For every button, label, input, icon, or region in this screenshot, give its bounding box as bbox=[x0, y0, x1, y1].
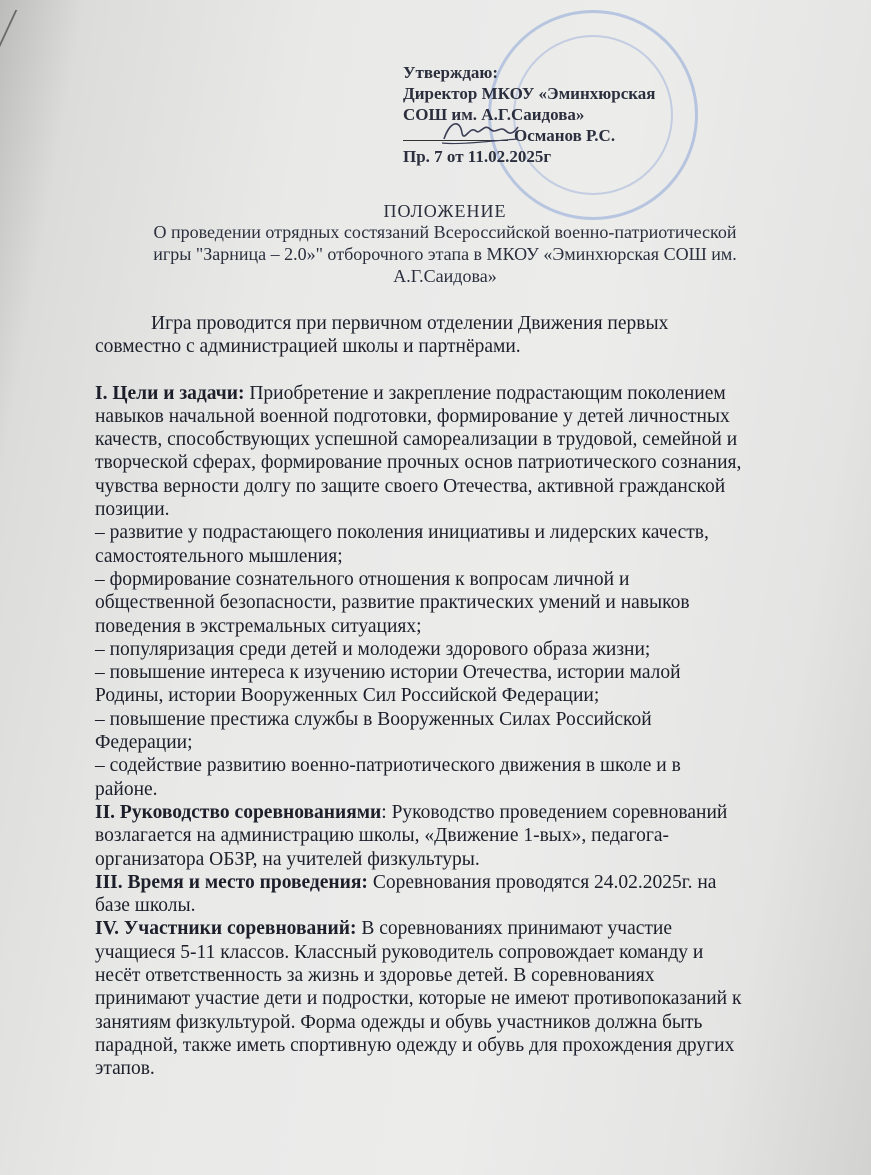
section-1-line: поведения в экстремальных ситуациях; bbox=[95, 615, 422, 637]
section-1-heading: I. Цели и задачи: bbox=[95, 382, 245, 404]
handwritten-signature bbox=[440, 115, 520, 149]
section-1-line: – повышение престижа службы в Вооруженных Силах Российской bbox=[95, 708, 652, 730]
section-1-line: Родины, истории Вооруженных Сил Российской Федерации; bbox=[95, 685, 600, 707]
subtitle-line-3: А.Г.Саидова» bbox=[393, 266, 497, 286]
section-1-line: Федерации; bbox=[95, 732, 193, 754]
approval-order: Пр. 7 от 11.02.2025г bbox=[403, 147, 552, 166]
section-3-first-line bbox=[95, 871, 855, 894]
section-1-line: самостоятельного мышления; bbox=[95, 545, 343, 567]
subtitle-line-1: О проведении отрядных состязаний Всероссийской военно-патриотической bbox=[153, 222, 737, 242]
approval-line-3: СОШ им. А.Г.Саидова» bbox=[403, 105, 585, 124]
approval-line-2: Директор МКОУ «Эминхюрская bbox=[403, 84, 656, 103]
section-2-line: возлагается на администрацию школы, «Движение 1-вых», педагога- bbox=[95, 825, 669, 847]
section-2-heading: II. Руководство соревнованиями bbox=[95, 801, 382, 823]
approval-line-1: Утверждаю: bbox=[403, 63, 499, 82]
section-1-line: – формирование сознательного отношения к вопросам личной и bbox=[95, 568, 630, 590]
section-1-first-line bbox=[95, 382, 855, 405]
document-body bbox=[95, 312, 855, 1081]
section-3-heading: III. Время и место проведения: bbox=[95, 871, 368, 893]
section-4-first-line bbox=[95, 917, 855, 940]
section-1-line: чувства верности долгу по защите своего Отечества, активной гражданской bbox=[95, 475, 726, 497]
section-1-line: – повышение интереса к изучению истории Отечества, истории малой bbox=[95, 662, 681, 684]
section-1-line: навыков начальной военной подготовки, формирование у детей личностных bbox=[95, 405, 730, 427]
pen-mark bbox=[0, 10, 31, 50]
approval-signer: Османов Р.С. bbox=[514, 126, 616, 145]
section-1-line: районе. bbox=[95, 778, 158, 800]
intro-line: Игра проводится при первичном отделении Движения первых bbox=[151, 313, 669, 334]
section-4-line: учащиеся 5-11 классов. Классный руководитель сопровождает команду и bbox=[95, 941, 704, 963]
document-subtitle bbox=[60, 221, 830, 287]
section-1-line: позиции. bbox=[95, 499, 170, 521]
section-4-line: парадной, также иметь спортивную одежду и обувь для прохождения других bbox=[95, 1034, 735, 1056]
section-3-text: Соревнования проводятся 24.02.2025г. на bbox=[367, 871, 717, 893]
section-1-text: Приобретение и закрепление подрастающим поколением bbox=[244, 382, 726, 404]
section-4-line: несёт ответственность за жизнь и здоровье детей. В соревнованиях bbox=[95, 965, 655, 987]
section-1-line: – содействие развитию военно-патриотического движения в школе и в bbox=[95, 755, 681, 777]
section-1-line: – развитие у подрастающего поколения инициативы и лидерских качеств, bbox=[95, 522, 709, 544]
section-4-line: принимают участие дети и подростки, которые не имеют противопоказаний к bbox=[95, 988, 742, 1010]
section-1-line: творческой сферах, формирование прочных основ патриотического сознания, bbox=[95, 452, 742, 474]
section-2-first-line bbox=[95, 801, 855, 824]
section-3-line: базе школы. bbox=[95, 895, 196, 917]
document-heading: ПОЛОЖЕНИЕ bbox=[383, 201, 507, 221]
section-4-line: занятиям физкультурой. Форма одежды и обувь участников должна быть bbox=[95, 1011, 703, 1033]
section-2-text: : Руководство проведением соревнований bbox=[381, 801, 728, 823]
section-1-line: качеств, способствующих успешной самореализации в трудовой, семейной и bbox=[95, 429, 738, 451]
section-4-line: этапов. bbox=[95, 1058, 155, 1080]
section-4-text: В соревнованиях принимают участие bbox=[356, 918, 673, 940]
section-2-line: организатора ОБЗР, на учителей физкультуры. bbox=[95, 848, 480, 870]
subtitle-line-2: игры "Зарница – 2.0»" отборочного этапа в МКОУ «Эминхюрская СОШ им. bbox=[153, 244, 737, 264]
section-4-heading: IV. Участники соревнований: bbox=[95, 918, 357, 940]
intro-line: совместно с администрацией школы и партнёрами. bbox=[95, 336, 521, 358]
section-1-line: – популяризация среди детей и молодежи здорового образа жизни; bbox=[95, 638, 651, 660]
section-1-line: общественной безопасности, развитие практических умений и навыков bbox=[95, 592, 690, 614]
